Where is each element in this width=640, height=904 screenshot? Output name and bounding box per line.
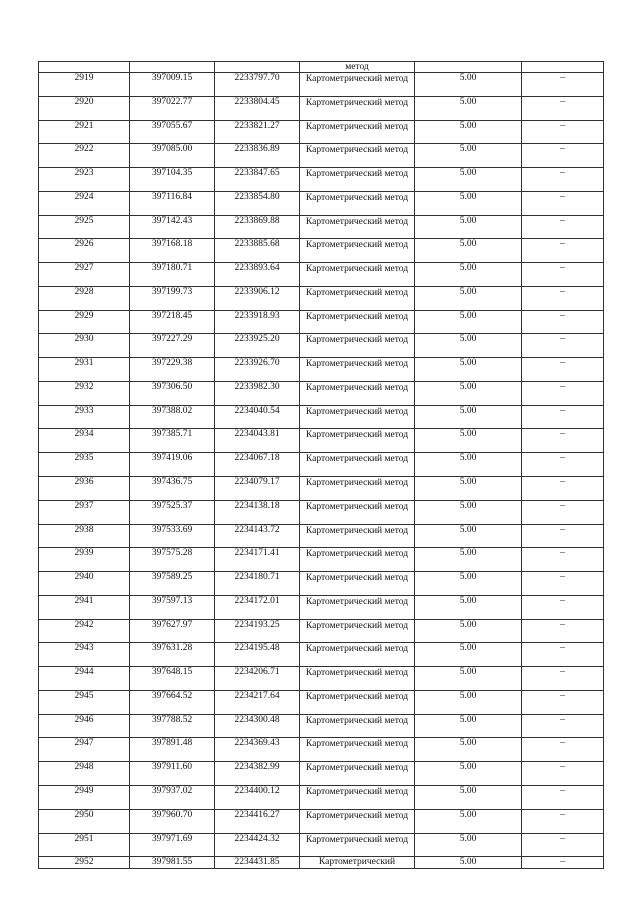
cell-y: 2234300.48: [215, 714, 300, 738]
cell-note: –: [522, 548, 604, 572]
cell-method: Картометрический метод: [300, 667, 415, 691]
cell-method: Картометрический метод: [300, 833, 415, 857]
cell-y: 2234206.71: [215, 667, 300, 691]
cell-note: –: [522, 690, 604, 714]
table-row: [39, 120, 604, 144]
cell-y: 2234382.99: [215, 762, 300, 786]
table-row: [39, 809, 604, 833]
table-row: [39, 548, 604, 572]
cell-accuracy: 5.00: [415, 96, 522, 120]
cell-y: 2234172.01: [215, 595, 300, 619]
table-row: [39, 429, 604, 453]
cell-point-number: 2942: [39, 619, 130, 643]
cell-x: 397388.02: [130, 405, 215, 429]
cell-x: 397960.70: [130, 809, 215, 833]
cell-accuracy: 5.00: [415, 595, 522, 619]
cell-method: Картометрический метод: [300, 310, 415, 334]
cell-x: 397597.13: [130, 595, 215, 619]
cell-method: Картометрический метод: [300, 358, 415, 382]
cell-y: 2233869.88: [215, 215, 300, 239]
cell-x: 397911.60: [130, 762, 215, 786]
table-row: [39, 762, 604, 786]
cell-y: 2233982.30: [215, 381, 300, 405]
cell-note: –: [522, 144, 604, 168]
cell-note: –: [522, 358, 604, 382]
cell-accuracy: 5.00: [415, 239, 522, 263]
cell-x: 397180.71: [130, 263, 215, 287]
cell-point-number: 2921: [39, 120, 130, 144]
cell-y: 2233836.89: [215, 144, 300, 168]
cell-accuracy: 5.00: [415, 785, 522, 809]
cell-x: 397227.29: [130, 334, 215, 358]
cell-note: –: [522, 572, 604, 596]
cell-accuracy: 5.00: [415, 500, 522, 524]
cell-method: Картометрический метод: [300, 96, 415, 120]
cell-accuracy: 5.00: [415, 548, 522, 572]
cell-accuracy: 5.00: [415, 429, 522, 453]
cell-accuracy: 5.00: [415, 524, 522, 548]
cell-note: –: [522, 785, 604, 809]
cell-note: –: [522, 96, 604, 120]
cell-point-number: 2937: [39, 500, 130, 524]
cell-point-number: 2928: [39, 286, 130, 310]
cell-x: 397631.28: [130, 643, 215, 667]
cell-accuracy: 5.00: [415, 191, 522, 215]
cell-method: Картометрический метод: [300, 168, 415, 192]
cell-note: –: [522, 215, 604, 239]
cell-y: 2234143.72: [215, 524, 300, 548]
cell-method: Картометрический метод: [300, 619, 415, 643]
cell-x: 397142.43: [130, 215, 215, 239]
cell-accuracy: 5.00: [415, 619, 522, 643]
cell-note: –: [522, 857, 604, 869]
cell-method: Картометрический метод: [300, 690, 415, 714]
cell-method: Картометрический метод: [300, 572, 415, 596]
table-row: [39, 405, 604, 429]
cell-x: 397116.84: [130, 191, 215, 215]
cell-note: –: [522, 334, 604, 358]
cell-method: Картометрический метод: [300, 381, 415, 405]
cell-note: –: [522, 263, 604, 287]
table-row: [39, 595, 604, 619]
cell-x: 397648.15: [130, 667, 215, 691]
cell-method: Картометрический метод: [300, 191, 415, 215]
cell-method: Картометрический метод: [300, 334, 415, 358]
cell-y: 2234180.71: [215, 572, 300, 596]
cell-accuracy: 5.00: [415, 453, 522, 477]
cell-method: Картометрический метод: [300, 73, 415, 97]
cell-y: 2233854.80: [215, 191, 300, 215]
table-row: [39, 144, 604, 168]
cell-y: 2234171.41: [215, 548, 300, 572]
cell-point-number: 2936: [39, 477, 130, 501]
cell-note: –: [522, 643, 604, 667]
cell-x: 397199.73: [130, 286, 215, 310]
cell-y: 2233893.64: [215, 263, 300, 287]
cell-y: 2233804.45: [215, 96, 300, 120]
cell-x: 397104.35: [130, 168, 215, 192]
table-row: [39, 310, 604, 334]
cell-method: Картометрический метод: [300, 286, 415, 310]
table-row: [39, 619, 604, 643]
cell-method: метод: [300, 62, 415, 73]
cell-accuracy: 5.00: [415, 73, 522, 97]
cell-note: –: [522, 524, 604, 548]
cell-x: 397788.52: [130, 714, 215, 738]
cell-note: –: [522, 168, 604, 192]
cell-point-number: 2927: [39, 263, 130, 287]
table-row: [39, 358, 604, 382]
cell-y: 2234424.32: [215, 833, 300, 857]
table-row: [39, 263, 604, 287]
cell-point-number: 2932: [39, 381, 130, 405]
cell-point-number: 2925: [39, 215, 130, 239]
cell-y: 2233821.27: [215, 120, 300, 144]
table-row: [39, 738, 604, 762]
table-row: [39, 191, 604, 215]
cell-x: 397306.50: [130, 381, 215, 405]
cell-y: 2234067.18: [215, 453, 300, 477]
cell-point-number: 2938: [39, 524, 130, 548]
table-row: [39, 239, 604, 263]
cell-point-number: 2935: [39, 453, 130, 477]
cell-method: Картометрический метод: [300, 738, 415, 762]
cell-accuracy: 5.00: [415, 857, 522, 869]
cell-method: Картометрический метод: [300, 548, 415, 572]
table-row: [39, 500, 604, 524]
cell-point-number: 2919: [39, 73, 130, 97]
cell-note: –: [522, 381, 604, 405]
cell-x: 397627.97: [130, 619, 215, 643]
cell-accuracy: 5.00: [415, 381, 522, 405]
table-row: [39, 381, 604, 405]
cell-method: Картометрический метод: [300, 120, 415, 144]
cell-x: 397436.75: [130, 477, 215, 501]
cell-y: 2233906.12: [215, 286, 300, 310]
cell-y: [215, 62, 300, 73]
table-row: [39, 73, 604, 97]
cell-y: 2234193.25: [215, 619, 300, 643]
table-row: [39, 833, 604, 857]
table-row: [39, 334, 604, 358]
cell-x: 397533.69: [130, 524, 215, 548]
cell-x: 397218.45: [130, 310, 215, 334]
cell-y: 2233918.93: [215, 310, 300, 334]
cell-note: –: [522, 595, 604, 619]
table-row: [39, 643, 604, 667]
cell-accuracy: 5.00: [415, 643, 522, 667]
cell-x: 397085.00: [130, 144, 215, 168]
cell-point-number: 2929: [39, 310, 130, 334]
cell-method: Картометрический метод: [300, 263, 415, 287]
cell-point-number: 2948: [39, 762, 130, 786]
table-row: [39, 477, 604, 501]
cell-accuracy: 5.00: [415, 809, 522, 833]
cell-x: 397055.67: [130, 120, 215, 144]
cell-point-number: 2930: [39, 334, 130, 358]
table-row: [39, 714, 604, 738]
cell-note: –: [522, 500, 604, 524]
cell-point-number: 2933: [39, 405, 130, 429]
cell-note: –: [522, 619, 604, 643]
cell-x: 397385.71: [130, 429, 215, 453]
cell-point-number: 2939: [39, 548, 130, 572]
cell-point-number: 2922: [39, 144, 130, 168]
cell-x: 397937.02: [130, 785, 215, 809]
cell-accuracy: 5.00: [415, 405, 522, 429]
cell-method: Картометрический метод: [300, 785, 415, 809]
cell-note: –: [522, 667, 604, 691]
cell-method: Картометрический метод: [300, 809, 415, 833]
table-row: [39, 572, 604, 596]
cell-note: –: [522, 286, 604, 310]
cell-point-number: 2920: [39, 96, 130, 120]
cell-accuracy: 5.00: [415, 762, 522, 786]
cell-note: –: [522, 239, 604, 263]
cell-method: Картометрический метод: [300, 215, 415, 239]
cell-point-number: 2945: [39, 690, 130, 714]
table-row: [39, 215, 604, 239]
cell-method: Картометрический метод: [300, 239, 415, 263]
cell-y: 2233885.68: [215, 239, 300, 263]
cell-x: 397229.38: [130, 358, 215, 382]
cell-y: 2233926.70: [215, 358, 300, 382]
cell-accuracy: 5.00: [415, 334, 522, 358]
cell-method: Картометрический метод: [300, 144, 415, 168]
cell-accuracy: 5.00: [415, 120, 522, 144]
cell-accuracy: 5.00: [415, 690, 522, 714]
cell-accuracy: 5.00: [415, 358, 522, 382]
cell-y: 2233797.70: [215, 73, 300, 97]
table-row: [39, 453, 604, 477]
table-row: [39, 96, 604, 120]
cell-method: Картометрический метод: [300, 524, 415, 548]
cell-method: Картометрический метод: [300, 643, 415, 667]
cell-method: Картометрический метод: [300, 405, 415, 429]
cell-method: Картометрический метод: [300, 714, 415, 738]
cell-y: 2233847.65: [215, 168, 300, 192]
cell-accuracy: 5.00: [415, 477, 522, 501]
cell-point-number: 2926: [39, 239, 130, 263]
cell-y: 2234400.12: [215, 785, 300, 809]
cell-x: 397525.37: [130, 500, 215, 524]
cell-method: Картометрический метод: [300, 762, 415, 786]
cell-note: –: [522, 310, 604, 334]
cell-point-number: 2951: [39, 833, 130, 857]
cell-x: 397664.52: [130, 690, 215, 714]
cell-accuracy: 5.00: [415, 572, 522, 596]
cell-x: 397022.77: [130, 96, 215, 120]
cell-point-number: 2924: [39, 191, 130, 215]
cell-y: 2233925.20: [215, 334, 300, 358]
cell-note: –: [522, 762, 604, 786]
table-row: [39, 286, 604, 310]
cell-point-number: 2940: [39, 572, 130, 596]
table-row: [39, 667, 604, 691]
table-row: [39, 168, 604, 192]
cell-point-number: 2931: [39, 358, 130, 382]
cell-y: 2234195.48: [215, 643, 300, 667]
cell-x: 397419.06: [130, 453, 215, 477]
cell-x: 397971.69: [130, 833, 215, 857]
cell-method: Картометрический: [300, 857, 415, 869]
cell-x: 397168.18: [130, 239, 215, 263]
cell-y: 2234079.17: [215, 477, 300, 501]
cell-method: Картометрический метод: [300, 500, 415, 524]
cell-point-number: [39, 62, 130, 73]
table-row: [39, 857, 604, 869]
cell-accuracy: [415, 62, 522, 73]
cell-accuracy: 5.00: [415, 263, 522, 287]
cell-accuracy: 5.00: [415, 667, 522, 691]
cell-note: –: [522, 120, 604, 144]
cell-note: –: [522, 453, 604, 477]
table-row: [39, 690, 604, 714]
cell-accuracy: 5.00: [415, 144, 522, 168]
cell-note: –: [522, 191, 604, 215]
cell-y: 2234043.81: [215, 429, 300, 453]
cell-note: –: [522, 738, 604, 762]
cell-method: Картометрический метод: [300, 595, 415, 619]
cell-accuracy: 5.00: [415, 310, 522, 334]
coordinates-table: [38, 61, 604, 869]
cell-point-number: 2923: [39, 168, 130, 192]
cell-y: 2234431.85: [215, 857, 300, 869]
table-row: [39, 785, 604, 809]
cell-note: [522, 62, 604, 73]
cell-x: 397981.55: [130, 857, 215, 869]
cell-accuracy: 5.00: [415, 215, 522, 239]
cell-point-number: 2949: [39, 785, 130, 809]
table-row: [39, 524, 604, 548]
cell-point-number: 2944: [39, 667, 130, 691]
cell-method: Картометрический метод: [300, 453, 415, 477]
cell-x: [130, 62, 215, 73]
cell-point-number: 2943: [39, 643, 130, 667]
cell-point-number: 2952: [39, 857, 130, 869]
cell-y: 2234217.64: [215, 690, 300, 714]
cell-point-number: 2934: [39, 429, 130, 453]
cell-y: 2234416.27: [215, 809, 300, 833]
cell-point-number: 2946: [39, 714, 130, 738]
cell-point-number: 2941: [39, 595, 130, 619]
cell-note: –: [522, 405, 604, 429]
cell-y: 2234369.43: [215, 738, 300, 762]
cell-x: 397589.25: [130, 572, 215, 596]
cell-point-number: 2950: [39, 809, 130, 833]
cell-accuracy: 5.00: [415, 168, 522, 192]
cell-note: –: [522, 477, 604, 501]
coordinates-table-body: [39, 62, 604, 869]
cell-accuracy: 5.00: [415, 738, 522, 762]
cell-x: 397009.15: [130, 73, 215, 97]
cell-note: –: [522, 429, 604, 453]
cell-note: –: [522, 714, 604, 738]
cell-y: 2234040.54: [215, 405, 300, 429]
cell-note: –: [522, 73, 604, 97]
cell-method: Картометрический метод: [300, 477, 415, 501]
table-row-continuation: [39, 62, 604, 73]
cell-note: –: [522, 809, 604, 833]
cell-point-number: 2947: [39, 738, 130, 762]
cell-y: 2234138.18: [215, 500, 300, 524]
cell-accuracy: 5.00: [415, 714, 522, 738]
cell-accuracy: 5.00: [415, 833, 522, 857]
cell-x: 397891.48: [130, 738, 215, 762]
cell-method: Картометрический метод: [300, 429, 415, 453]
cell-x: 397575.28: [130, 548, 215, 572]
cell-accuracy: 5.00: [415, 286, 522, 310]
cell-note: –: [522, 833, 604, 857]
